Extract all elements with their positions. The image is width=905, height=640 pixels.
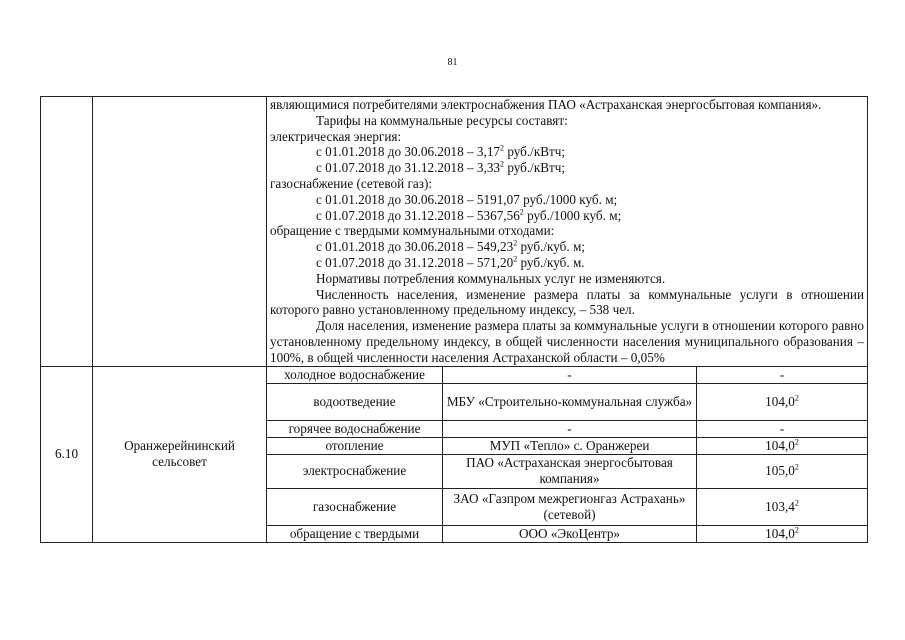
empty-name-cell <box>93 97 267 367</box>
description-text: с 01.01.2018 до 30.06.2018 – 3,17 <box>316 144 501 160</box>
description-line <box>270 239 864 255</box>
index-number: 103,4 <box>765 498 795 514</box>
description-text: с 01.01.2018 до 30.06.2018 – 5191,07 руб./1000 куб. м; <box>316 191 618 207</box>
index-value <box>697 383 868 420</box>
description-text: Доля населения, изменение размера платы за коммунальные услуги в отношении которого равно установленному предельному индексу, в общей численности населения муниципального образования – 100%, в общей численности населения Астраханской области – 0,05% <box>270 318 865 365</box>
description-line <box>270 192 864 208</box>
organization-name: ПАО «Астраханская энергосбытовая компания» <box>443 454 697 488</box>
description-line <box>270 318 864 365</box>
index-number: 104,0 <box>765 393 795 409</box>
description-text: Численность населения, изменение размера платы за коммунальные услуги в отношении которого равно установленному предельному индексу, – 538 чел. <box>270 286 865 318</box>
index-value <box>697 454 868 488</box>
organization-name: - <box>443 420 697 437</box>
description-line <box>270 160 864 176</box>
footnote-mark: 2 <box>794 498 799 508</box>
index-number: 104,0 <box>765 525 795 541</box>
description-text: с 01.07.2018 до 31.12.2018 – 3,33 <box>316 160 501 176</box>
continuation-row <box>41 97 868 367</box>
organization-name: МБУ «Строительно-коммунальная служба» <box>443 383 697 420</box>
organization-name: - <box>443 366 697 383</box>
footnote-mark: 2 <box>794 437 799 447</box>
footnote-mark: 2 <box>513 238 518 248</box>
description-text: Тарифы на коммунальные ресурсы составят: <box>316 112 568 128</box>
footnote-mark: 2 <box>794 462 799 472</box>
index-value: - <box>697 366 868 383</box>
description-line <box>270 144 864 160</box>
organization-name: ООО «ЭкоЦентр» <box>443 525 697 542</box>
service-name: обращение с твердыми <box>267 525 443 542</box>
description-text-tail: руб./куб. м; <box>517 239 585 255</box>
service-name: горячее водоснабжение <box>267 420 443 437</box>
service-name: газоснабжение <box>267 488 443 525</box>
footnote-mark: 2 <box>519 207 524 217</box>
entry-name: Оранжерейнинский сельсовет <box>93 366 267 542</box>
description-text-tail: руб./кВтч; <box>504 160 566 176</box>
description-text: с 01.01.2018 до 30.06.2018 – 549,23 <box>316 239 514 255</box>
footnote-mark: 2 <box>500 159 505 169</box>
footnote-mark: 2 <box>500 144 505 153</box>
description-text-tail: руб./куб. м. <box>517 254 585 270</box>
description-text: обращение с твердыми коммунальными отходами: <box>270 223 555 239</box>
footnote-mark: 2 <box>513 254 518 264</box>
index-number: 104,0 <box>765 437 795 453</box>
description-cell <box>267 97 868 367</box>
description-text: с 01.07.2018 до 31.12.2018 – 571,20 <box>316 254 514 270</box>
index-number: 105,0 <box>765 463 795 479</box>
tariff-table <box>40 96 868 543</box>
footnote-mark: 2 <box>794 525 799 535</box>
description-text-tail: руб./1000 куб. м; <box>523 207 622 223</box>
footnote-mark: 2 <box>794 393 799 403</box>
empty-number-cell <box>41 97 93 367</box>
description-line <box>270 176 864 192</box>
description-text: являющимися потребителями электроснабжения ПАО «Астраханская энергосбытовая компания». <box>270 97 822 112</box>
service-name: водоотведение <box>267 383 443 420</box>
index-value <box>697 488 868 525</box>
organization-name: МУП «Тепло» с. Оранжереи <box>443 437 697 454</box>
service-name: отопление <box>267 437 443 454</box>
page-number: 81 <box>447 57 458 68</box>
description-line <box>270 208 864 224</box>
description-line <box>270 255 864 271</box>
description-text: газоснабжение (сетевой газ): <box>270 175 433 191</box>
description-text: Нормативы потребления коммунальных услуг не изменяются. <box>316 270 666 286</box>
description-text: электрическая энергия: <box>270 128 402 144</box>
service-name: электроснабжение <box>267 454 443 488</box>
index-value <box>697 525 868 542</box>
description-line <box>270 223 864 239</box>
description-text: с 01.07.2018 до 31.12.2018 – 5367,56 <box>316 207 520 223</box>
description-text-tail: руб./кВтч; <box>504 144 566 160</box>
entry-number: 6.10 <box>41 366 93 542</box>
index-value: - <box>697 420 868 437</box>
organization-name: ЗАО «Газпром межрегионгаз Астрахань» (сетевой) <box>443 488 697 525</box>
index-value <box>697 437 868 454</box>
service-name: холодное водоснабжение <box>267 366 443 383</box>
description-line <box>270 97 864 113</box>
description-line <box>270 271 864 287</box>
description-line <box>270 287 864 319</box>
description-line <box>270 129 864 145</box>
description-line <box>270 113 864 129</box>
table-row <box>41 366 868 383</box>
